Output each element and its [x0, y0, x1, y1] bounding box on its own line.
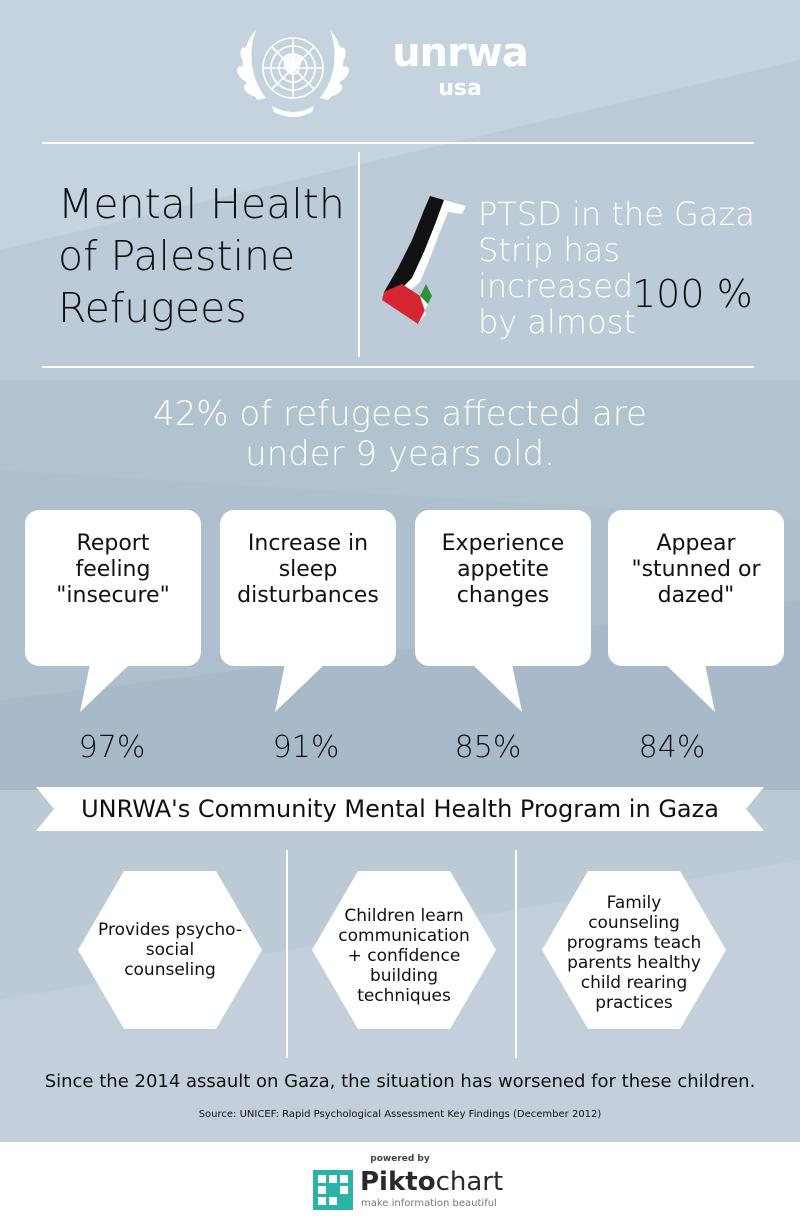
program-title: UNRWA's Community Mental Health Program in Gaza [81, 795, 719, 823]
symptom-percent: 91% [272, 730, 340, 765]
program-item-line: building [369, 966, 439, 986]
brand-sub: usa [438, 76, 482, 101]
program-item-line: communication [338, 926, 470, 946]
ptsd-line: Strip has increased [478, 231, 634, 305]
divider-top [42, 142, 754, 144]
program-item-line: + confidence [347, 946, 461, 966]
symptom-line: Experience [441, 531, 565, 556]
source-citation: Source: UNICEF: Rapid Psychological Assessment Key Findings (December 2012) [198, 1109, 602, 1120]
age-statistic [0, 394, 800, 474]
symptom-bubble [25, 510, 201, 666]
bubble-tail [80, 664, 140, 714]
symptom-line: appetite [457, 557, 549, 582]
piktochart-brand-bold: Pikto [360, 1167, 436, 1197]
symptom-line: "stunned or [631, 557, 761, 582]
palestine-map-flag-icon [374, 192, 470, 328]
ptsd-line: PTSD in the Gaza [478, 195, 755, 233]
bubble-tail [275, 664, 335, 714]
program-item [312, 906, 496, 1006]
divider-middle [42, 366, 754, 368]
symptom-line: Increase in [247, 531, 369, 556]
program-divider [286, 850, 288, 1058]
powered-by-label: powered by [370, 1154, 430, 1164]
closing-statement: Since the 2014 assault on Gaza, the situation has worsened for these children. [44, 1071, 756, 1092]
symptom-line: sleep [278, 557, 338, 582]
program-item-line: counseling [124, 960, 216, 980]
piktochart-tagline: make information beautiful [361, 1198, 497, 1209]
symptom-line: Report [76, 531, 150, 556]
program-item-line: child rearing [580, 973, 688, 993]
symptom-line: feeling [75, 557, 151, 582]
symptom-percent: 84% [638, 730, 706, 765]
piktochart-logo-icon[interactable] [313, 1170, 353, 1210]
symptom-bubble [415, 510, 591, 666]
title-line: Refugees [58, 284, 247, 332]
divider-vertical [358, 152, 360, 357]
piktochart-brand[interactable] [360, 1166, 503, 1198]
ptsd-statement [478, 196, 778, 340]
program-item-line: programs teach [566, 933, 702, 953]
symptom-percent: 85% [454, 730, 522, 765]
symptom-line: changes [456, 583, 550, 608]
symptom-bubble [608, 510, 784, 666]
footer [0, 1142, 800, 1223]
program-item-line: techniques [357, 986, 451, 1006]
brand [380, 30, 540, 102]
program-item-line: parents healthy [567, 953, 701, 973]
symptom-line: disturbances [237, 583, 379, 608]
symptom-percent: 97% [78, 730, 146, 765]
age-statistic-line: 42% of refugees affected are [153, 394, 647, 434]
symptom-bubble [220, 510, 396, 666]
program-item-line: practices [595, 993, 673, 1013]
symptom-line: Appear [656, 531, 736, 556]
program-item-line: Children learn [344, 906, 464, 926]
bubble-tail [655, 664, 715, 714]
title-line: of Palestine [58, 232, 296, 280]
symptom-line: "insecure" [56, 583, 170, 608]
ptsd-value: 100 % [632, 272, 753, 316]
un-emblem-icon [232, 22, 354, 120]
program-item-line: counseling [588, 913, 680, 933]
ptsd-line: by almost [478, 303, 636, 341]
symptom-line: dazed" [657, 583, 735, 608]
brand-name: unrwa [392, 30, 528, 76]
piktochart-brand-rest: chart [435, 1167, 504, 1197]
age-statistic-line: under 9 years old. [245, 434, 555, 474]
bubble-tail [462, 664, 522, 714]
program-item-line: Provides psycho- [98, 920, 242, 940]
program-item-line: social [145, 940, 195, 960]
program-divider [515, 850, 517, 1058]
program-item [78, 920, 262, 980]
program-item [542, 893, 726, 1013]
program-item-line: Family [606, 893, 662, 913]
title-line: Mental Health [58, 180, 345, 228]
page-title [58, 178, 345, 334]
